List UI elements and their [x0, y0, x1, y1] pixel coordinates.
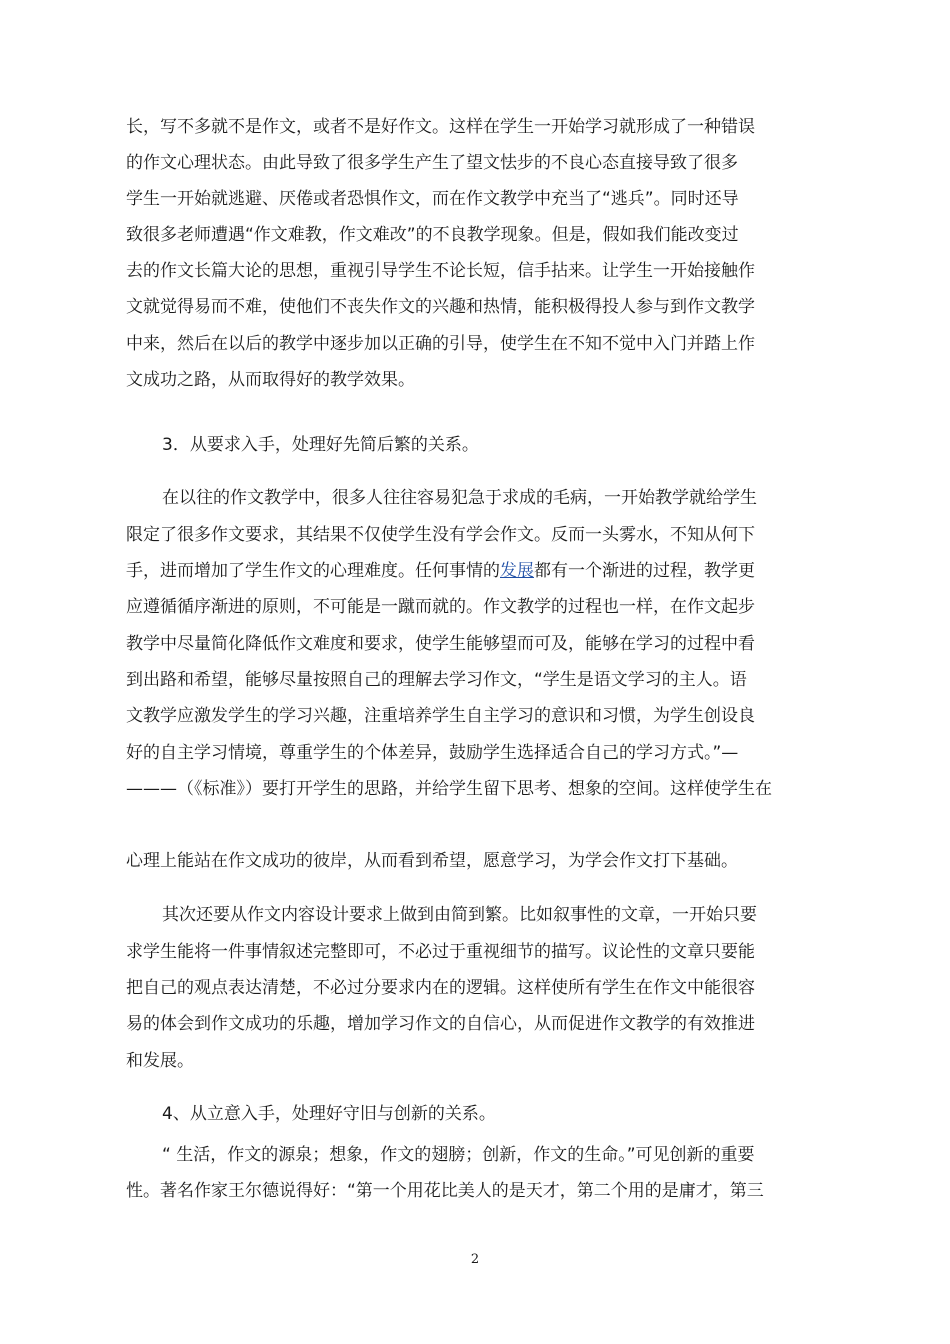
paragraph-line: 应遵循循序渐进的原则，不可能是一蹴而就的。作文教学的过程也一样，在作文起步 [126, 597, 755, 617]
paragraph-line: 长，写不多就不是作文，或者不是好作文。这样在学生一开始学习就形成了一种错误 [126, 117, 755, 137]
paragraph-line: 致很多老师遭遇“作文难教，作文难改”的不良教学现象。但是，假如我们能改变过 [126, 225, 739, 245]
paragraph-line: 文就觉得易而不难，使他们不丧失作文的兴趣和热情，能积极得投人参与到作文教学 [126, 297, 755, 317]
paragraph-line [126, 560, 755, 582]
paragraph-line: 其次还要从作文内容设计要求上做到由简到繁。比如叙事性的文章，一开始只要 [162, 905, 757, 925]
paragraph-line: 和发展。 [126, 1051, 194, 1071]
paragraph-line: 教学中尽量简化降低作文难度和要求，使学生能够望而可及，能够在学习的过程中看 [126, 634, 755, 654]
paragraph-line: 文教学应激发学生的学习兴趣，注重培养学生自主学习的意识和习惯，为学生创设良 [126, 706, 755, 726]
paragraph-line: 去的作文长篇大论的思想，重视引导学生不论长短，信手拈来。让学生一开始接触作 [126, 261, 755, 281]
paragraph-line: ———（《标准》）要打开学生的思路，并给学生留下思考、想象的空间。这样使学生在 [126, 779, 772, 799]
paragraph-line: 在以往的作文教学中，很多人往往容易犯急于求成的毛病，一开始教学就给学生 [162, 488, 757, 508]
paragraph-line: 性。著名作家王尔德说得好：“第一个用花比美人的是天才，第二个用的是庸才，第三 [126, 1181, 764, 1201]
paragraph-line: 把自己的观点表达清楚，不必过分要求内在的逻辑。这样使所有学生在作文中能很容 [126, 978, 755, 998]
paragraph-line: 求学生能将一件事情叙述完整即可，不必过于重视细节的描写。议论性的文章只要能 [126, 942, 755, 962]
paragraph-line: 文成功之路，从而取得好的教学效果。 [126, 370, 415, 390]
text-segment: 都有一个渐进的过程，教学更 [534, 561, 755, 581]
section-heading: 4、从立意入手，处理好守旧与创新的关系。 [162, 1104, 496, 1124]
text-segment: 手，进而增加了学生作文的心理难度。任何事情的 [126, 561, 500, 581]
paragraph-line: “ 生活，作文的源泉；想象，作文的翅膀；创新，作文的生命。”可见创新的重要 [162, 1145, 755, 1165]
paragraph-line: 中来，然后在以后的教学中逐步加以正确的引导，使学生在不知不觉中入门并踏上作 [126, 334, 755, 354]
paragraph-line: 限定了很多作文要求，其结果不仅使学生没有学会作文。反而一头雾水，不知从何下 [126, 525, 755, 545]
paragraph-line: 心理上能站在作文成功的彼岸，从而看到希望，愿意学习，为学会作文打下基础。 [126, 851, 738, 871]
paragraph-line: 学生一开始就逃避、厌倦或者恐惧作文，而在作文教学中充当了“逃兵”。同时还导 [126, 189, 739, 209]
paragraph-line: 易的体会到作文成功的乐趣，增加学习作文的自信心，从而促进作文教学的有效推进 [126, 1014, 755, 1034]
section-heading: 3．从要求入手，处理好先简后繁的关系。 [162, 435, 479, 455]
page-number: 2 [470, 1252, 480, 1267]
paragraph-line: 的作文心理状态。由此导致了很多学生产生了望文怯步的不良心态直接导致了很多 [126, 153, 738, 173]
link-fazhan[interactable]: 发展 [500, 561, 534, 581]
paragraph-line: 到出路和希望，能够尽量按照自己的理解去学习作文，“学生是语文学习的主人。语 [126, 670, 747, 690]
paragraph-line: 好的自主学习情境，尊重学生的个体差异，鼓励学生选择适合自己的学习方式。”— [126, 743, 739, 763]
